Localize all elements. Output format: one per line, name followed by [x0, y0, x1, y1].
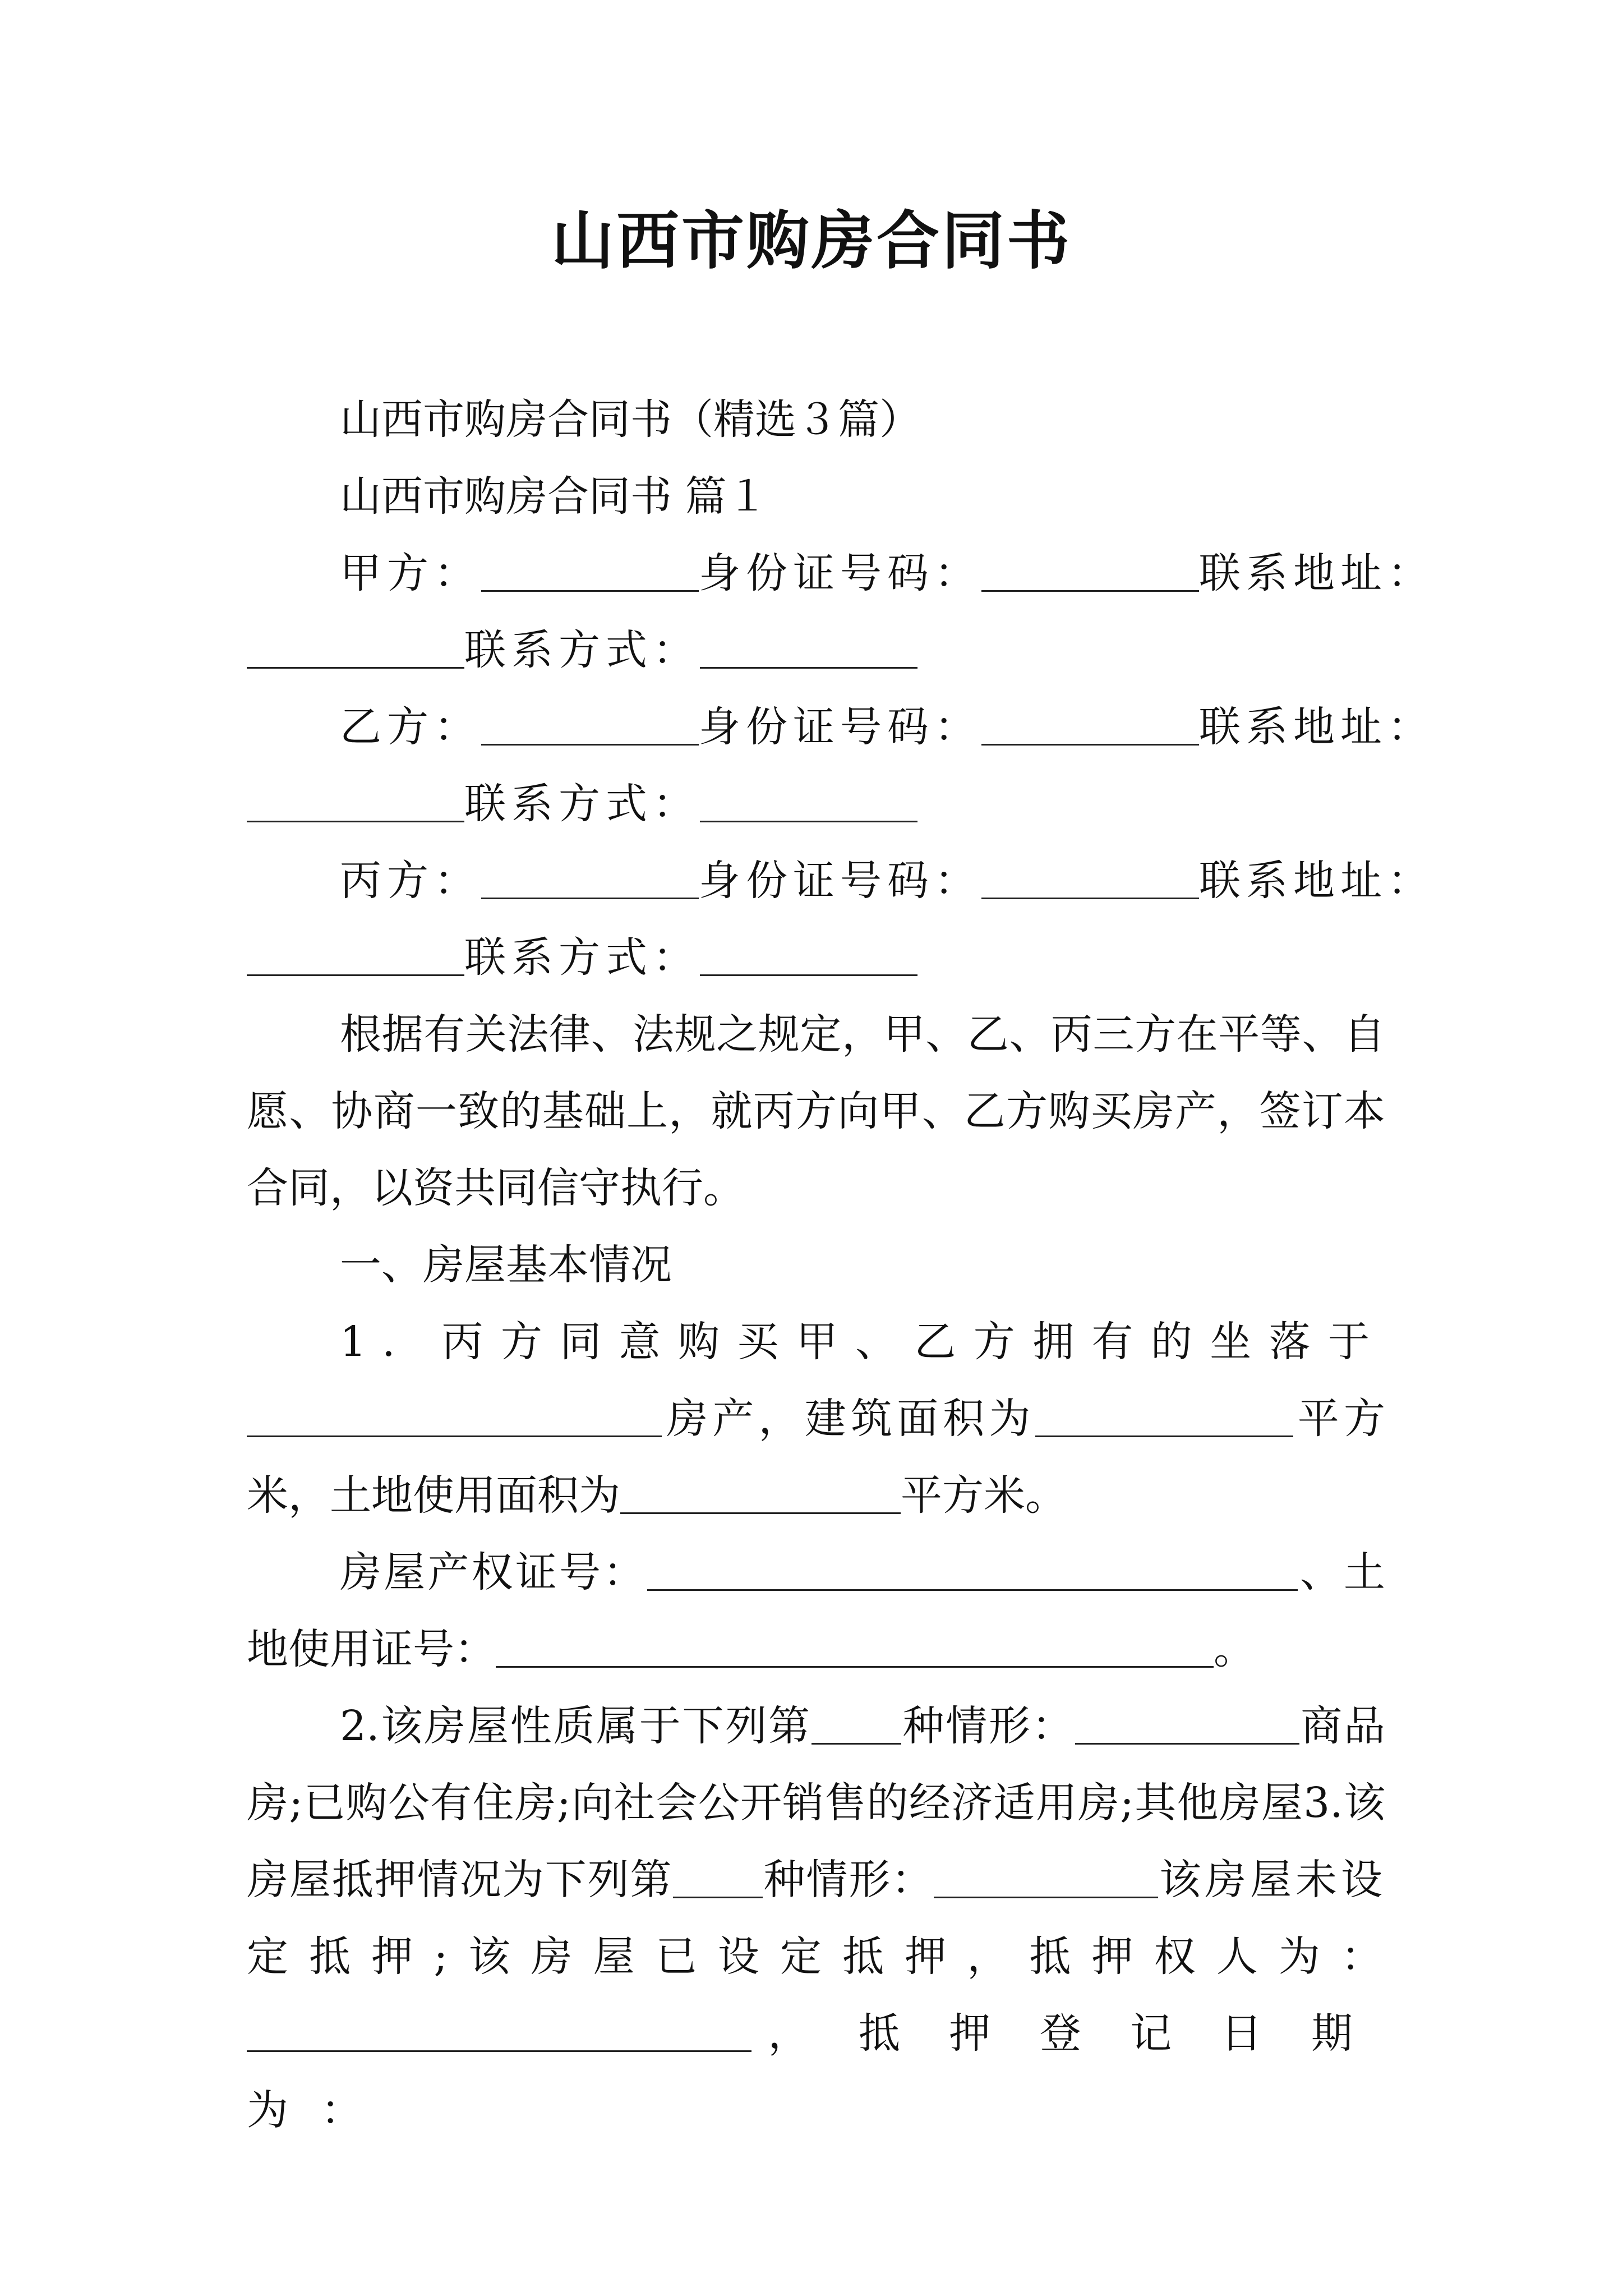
item-2-text-c: 商品房;已购公有住房;向社会公开销售的经济适用房;其他房屋: [247, 1702, 1386, 1827]
item-2-text-a: 2.该房屋性质属于下列第: [340, 1702, 811, 1750]
item-1-text-a: 1. 丙方同意购买甲、乙方拥有的坐落于: [340, 1318, 1385, 1366]
party-c-line: [247, 843, 1435, 919]
section-heading: 山西市购房合同书 篇１: [340, 472, 768, 521]
party-c-addr-blank: [247, 933, 464, 976]
party-c-line-2: [247, 919, 1385, 996]
party-a-id-label: 身份证号码：: [699, 549, 981, 597]
party-c-id-label: 身份证号码：: [699, 857, 981, 905]
article-1-heading: 一、房屋基本情况: [340, 1241, 672, 1289]
item-3-text-g: ，抵押登记日期为：: [247, 2009, 1385, 2134]
party-a-contact-blank: [700, 625, 917, 669]
party-b-name-blank: [481, 702, 699, 746]
item-2-text-b: 种情形：: [901, 1702, 1075, 1750]
building-area-blank: [1035, 1394, 1293, 1437]
cert-text-c: 。: [1214, 1625, 1255, 1673]
party-a-addr-label: 联系地址：: [1199, 549, 1435, 597]
item-1-paragraph: [247, 1304, 1385, 1534]
party-b-id-label: 身份证号码：: [699, 703, 981, 751]
party-c-contact-label: 联系方式：: [464, 933, 700, 982]
document-body: [247, 381, 1435, 2149]
party-a-label: 甲方：: [340, 549, 481, 597]
party-c-contact-blank: [700, 933, 917, 976]
item-1-text-c: 平方米，土地使用面积为: [247, 1395, 1386, 1520]
party-a-name-blank: [481, 549, 699, 592]
party-a-line: [247, 535, 1435, 612]
party-c-name-blank: [481, 856, 699, 899]
land-area-blank: [620, 1471, 901, 1514]
party-b-addr-blank: [247, 779, 464, 822]
party-c-addr-label: 联系地址：: [1199, 857, 1435, 905]
cert-text-a: 房屋产权证号：: [340, 1548, 647, 1596]
party-b-id-blank: [981, 702, 1199, 746]
property-type-choice-blank: [811, 1701, 901, 1745]
item-2-paragraph: [247, 1688, 1385, 2149]
document-title: 山西市购房合同书: [551, 204, 1072, 278]
item-3-text-f: 该房屋未设定抵押;该房屋已设定抵押，抵押权人为：: [247, 1856, 1385, 1981]
certificate-paragraph: [247, 1534, 1385, 1688]
item-3-text-e: 种情形：: [762, 1856, 934, 1904]
party-a-line-2: [247, 612, 1385, 689]
party-a-contact-label: 联系方式：: [464, 626, 700, 674]
subtitle: 山西市购房合同书（精选３篇）: [340, 395, 921, 444]
party-a-id-blank: [981, 549, 1199, 592]
cert-text-b: 、土地使用证号：: [247, 1548, 1386, 1673]
property-cert-blank: [647, 1548, 1298, 1591]
party-b-addr-label: 联系地址：: [1199, 703, 1435, 751]
land-cert-blank: [496, 1625, 1214, 1668]
party-b-line: [247, 689, 1435, 766]
preamble-paragraph: 根据有关法律、法规之规定，甲、乙、丙三方在平等、自愿、协商一致的基础上，就丙方向甲、乙方购买房产，签订本合同，以资共同信守执行。: [247, 1010, 1385, 1212]
party-c-label: 丙方：: [340, 857, 481, 905]
party-b-contact-label: 联系方式：: [464, 780, 700, 828]
item-1-text-b: 房产，建筑面积为: [662, 1395, 1035, 1443]
mortgage-choice-blank: [673, 1855, 763, 1898]
party-a-addr-blank: [247, 625, 464, 669]
property-type-blank: [1075, 1701, 1299, 1745]
party-b-label: 乙方：: [340, 703, 481, 751]
party-b-contact-blank: [700, 779, 917, 822]
mortgage-status-blank: [934, 1855, 1158, 1898]
mortgagee-blank: [247, 2009, 751, 2052]
item-1-text-d: 平方米。: [901, 1471, 1067, 1520]
party-c-id-blank: [981, 856, 1199, 899]
location-blank: [247, 1394, 662, 1437]
item-3-text-d: 3.该房屋抵押情况为下列第: [247, 1779, 1385, 1904]
party-b-line-2: [247, 766, 1385, 843]
